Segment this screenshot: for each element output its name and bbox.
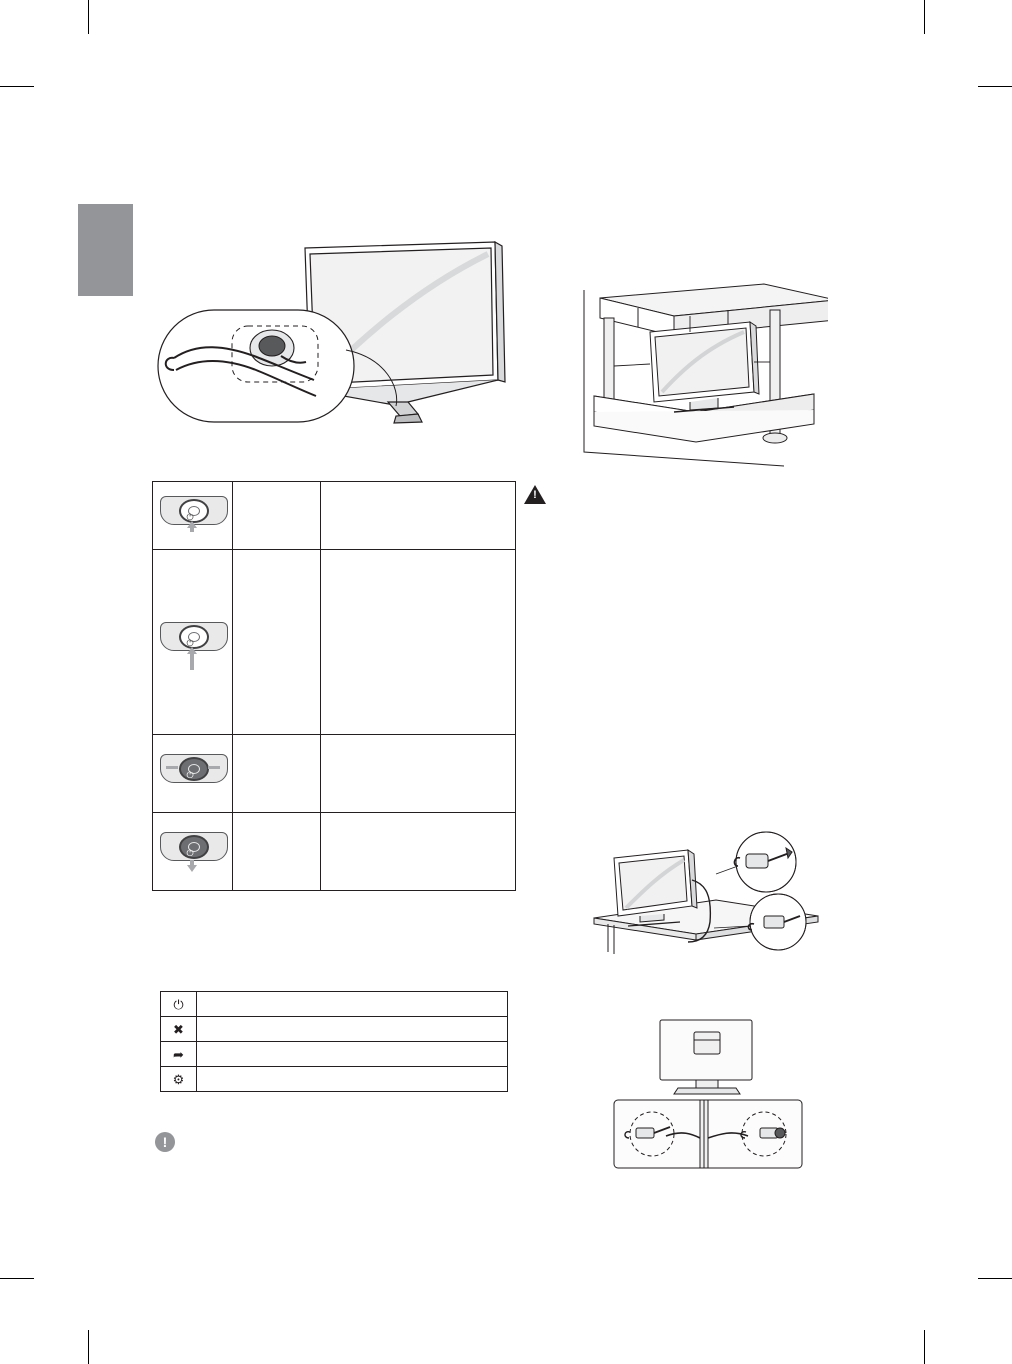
joystick-icon-up-down: ⏻ (153, 813, 233, 891)
crop-mark-left-bottom (0, 1278, 34, 1279)
icon-label (197, 1067, 508, 1092)
crop-mark-bottom-right (924, 1330, 925, 1364)
table-row (153, 813, 516, 891)
joystick-icon-press: ⏻ (153, 482, 233, 550)
table-row (153, 482, 516, 550)
row-action (233, 550, 321, 735)
list-item (161, 1067, 508, 1092)
input-icon: ➦ (161, 1042, 197, 1067)
crop-mark-top-left (88, 0, 89, 34)
figure-tv-stand-wall (578, 270, 828, 470)
close-icon: ✖ (161, 1017, 197, 1042)
row-action (233, 482, 321, 550)
note-marker-glyph: ! (162, 1134, 168, 1150)
power-icon: ⏻ (161, 992, 197, 1017)
joystick-button-table (152, 481, 516, 891)
caution-triangle-glyph: ! (533, 489, 537, 501)
table-row (153, 550, 516, 735)
crop-mark-bottom-left (88, 1330, 89, 1364)
icon-label (197, 1042, 508, 1067)
settings-gear-icon: ⚙ (161, 1067, 197, 1092)
row-action (233, 735, 321, 813)
figure-tv-desk-kensington (588, 830, 823, 955)
list-item (161, 1017, 508, 1042)
figure-tv-cable-tie (150, 230, 550, 450)
crop-mark-right-bottom (978, 1278, 1012, 1279)
crop-mark-right-top (978, 86, 1012, 87)
row-description (321, 550, 516, 735)
list-item (161, 1042, 508, 1067)
crop-mark-top-right (924, 0, 925, 34)
joystick-icon-press-hold: ⏻ (153, 550, 233, 735)
figure-tv-back-anchor (608, 1014, 808, 1174)
icon-label (197, 992, 508, 1017)
crop-mark-left-top (0, 86, 34, 87)
menu-icon-legend-table (160, 991, 508, 1092)
page-section-tab (78, 204, 133, 296)
caution-triangle (524, 485, 546, 504)
joystick-icon-left-right: ⏻ (153, 735, 233, 813)
note-marker (155, 1132, 175, 1152)
row-action (233, 813, 321, 891)
list-item (161, 992, 508, 1017)
icon-label (197, 1017, 508, 1042)
row-description (321, 813, 516, 891)
row-description (321, 735, 516, 813)
table-row (153, 735, 516, 813)
row-description (321, 482, 516, 550)
